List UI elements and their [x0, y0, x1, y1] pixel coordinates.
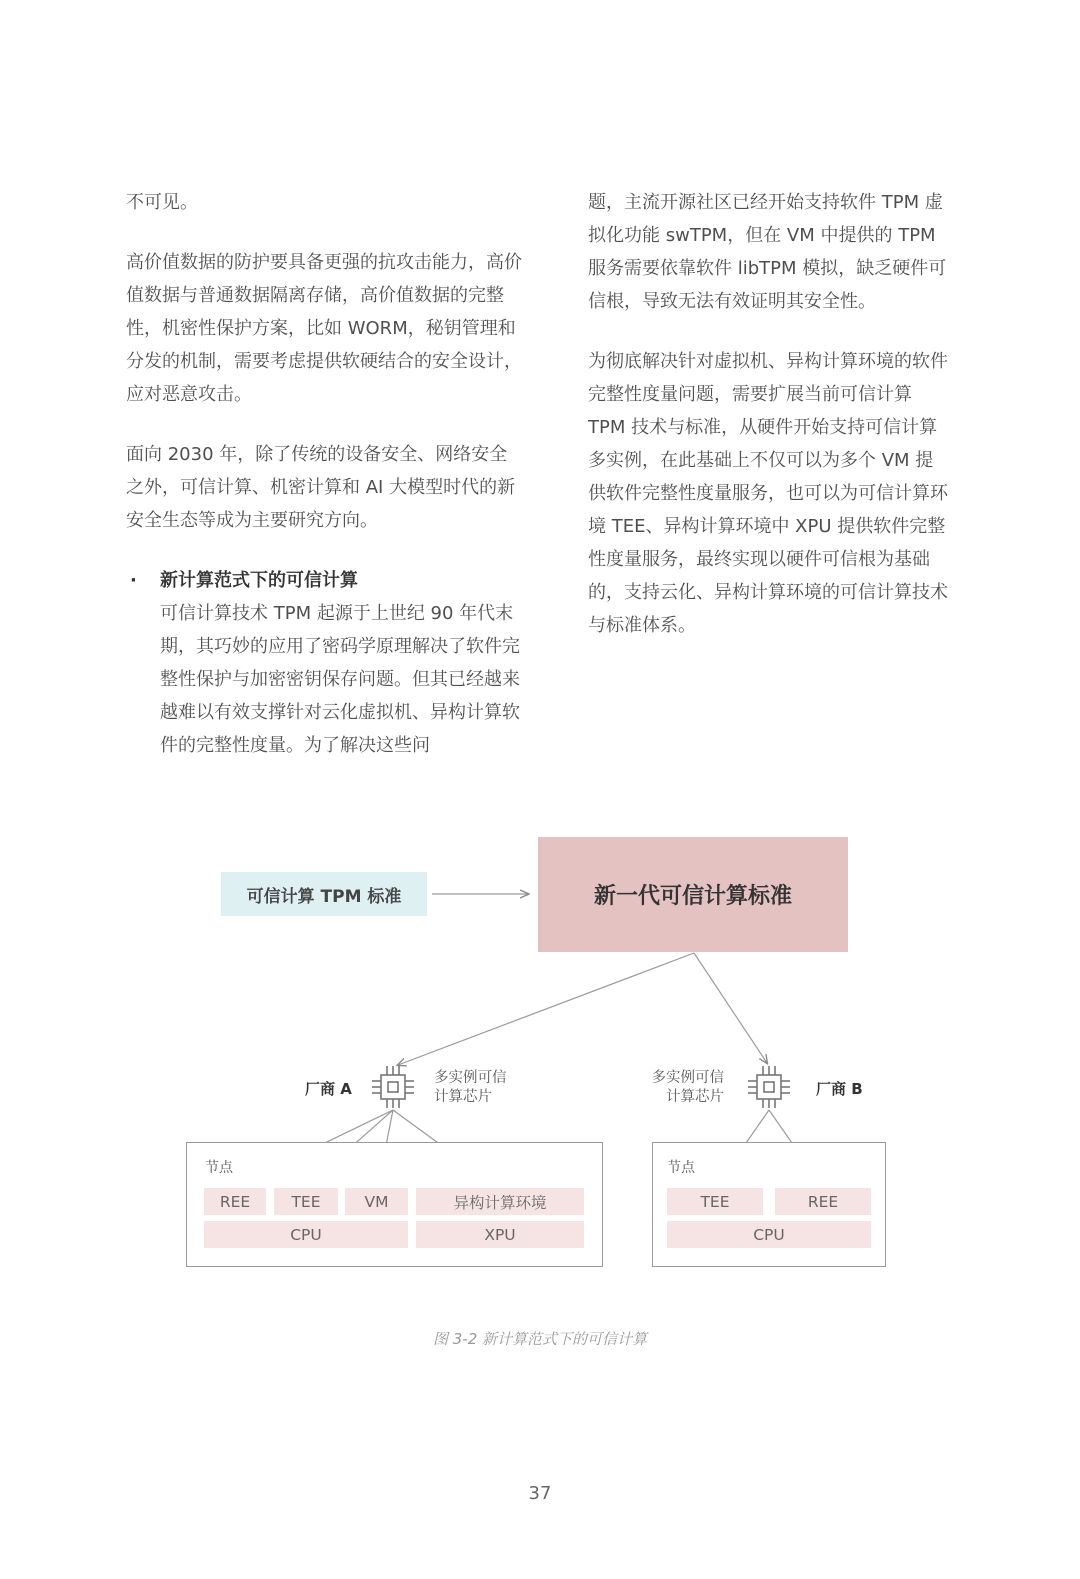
page-number: 37 — [528, 1483, 552, 1504]
trusted-computing-diagram — [0, 820, 1080, 1290]
bullet-body: 可信计算技术 TPM 起源于上世纪 90 年代末期，其巧妙的应用了密码学原理解决了软件完整性保护与加密密钥保存问题。但其已经越来越难以有效支撑针对云化虚拟机、异构计算软件的完整性度量。为了解决这些问 — [160, 603, 520, 756]
arrow-new-to-chip-b — [694, 953, 767, 1063]
tpm-standard-box: 可信计算 TPM 标准 — [221, 872, 427, 916]
xpu-cell: XPU — [416, 1221, 584, 1248]
paragraph: 面向 2030 年，除了传统的设备安全、网络安全之外，可信计算、机密计算和 AI 大模型时代的新安全生态等成为主要研究方向。 — [126, 444, 516, 531]
chip-icon — [745, 1063, 793, 1111]
bullet-heading — [126, 564, 522, 597]
paragraph: 为彻底解决针对虚拟机、异构计算环境的软件完整性度量问题，需要扩展当前可信计算 TPM 技术与标准，从硬件开始支持可信计算多实例，在此基础上不仅可以为多个 VM 提供软件完整性度量服务，也可以为可信计算环境 TEE、异构计算环境中 XPU 提供软件完整性度量服务，最终实现以硬件可信根为基础的，支持云化、异构计算环境的可信计算技术与标准体系。 — [588, 351, 948, 636]
node-title: 节点 — [667, 1160, 695, 1176]
vendor-b-label: 厂商 B — [816, 1080, 863, 1098]
bullet-dot: · — [130, 570, 137, 591]
paragraph: 题，主流开源社区已经开始支持软件 TPM 虚拟化功能 swTPM，但在 VM 中提供的 TPM 服务需要依靠软件 libTPM 模拟，缺乏硬件可信根，导致无法有效证明其安全性。 — [588, 192, 947, 312]
bullet-title: 新计算范式下的可信计算 — [160, 570, 358, 591]
chip-b-label: 多实例可信 计算芯片 — [651, 1070, 724, 1105]
node-title: 节点 — [205, 1160, 233, 1176]
left-text-column — [126, 186, 522, 762]
vm-cell: VM — [345, 1188, 408, 1215]
tee-cell: TEE — [667, 1188, 763, 1215]
paragraph: 不可见。 — [126, 192, 198, 213]
cpu-cell: CPU — [667, 1221, 871, 1248]
ree-cell: REE — [204, 1188, 266, 1215]
chip-icon — [369, 1063, 417, 1111]
arrow-new-to-chip-a — [398, 953, 694, 1065]
hetero-env-cell: 异构计算环境 — [416, 1188, 584, 1215]
node-a — [186, 1142, 603, 1267]
node-b — [652, 1142, 886, 1267]
new-standard-box: 新一代可信计算标准 — [538, 837, 848, 952]
figure-caption: 图 3-2 新计算范式下的可信计算 — [432, 1330, 648, 1348]
ree-cell: REE — [775, 1188, 871, 1215]
chip-a-label: 多实例可信 计算芯片 — [434, 1070, 507, 1105]
cpu-cell: CPU — [204, 1221, 408, 1248]
right-text-column — [588, 186, 950, 642]
tee-cell: TEE — [274, 1188, 338, 1215]
vendor-a-label: 厂商 A — [305, 1080, 352, 1098]
paragraph: 高价值数据的防护要具备更强的抗攻击能力，高价值数据与普通数据隔离存储，高价值数据的完整性，机密性保护方案，比如 WORM，秘钥管理和分发的机制，需要考虑提供软硬结合的安全设计，应对恶意攻击。 — [126, 252, 522, 405]
